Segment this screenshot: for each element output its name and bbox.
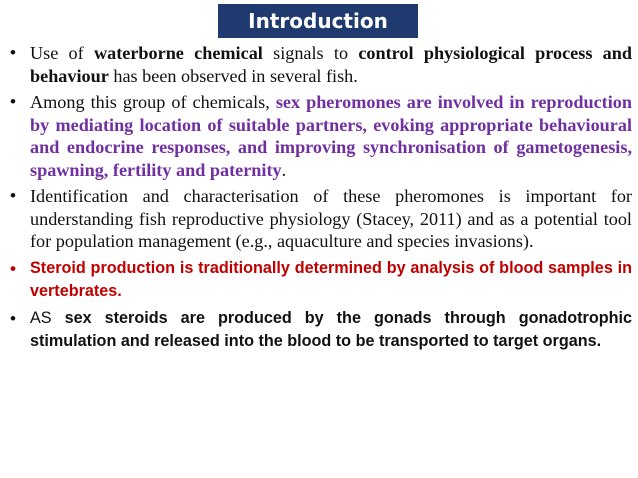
bold-run: control physiological process and behaviour (30, 43, 633, 86)
bold-run: waterborne chemical (93, 43, 263, 63)
bullet-dot-icon: • (10, 92, 16, 111)
text-run: Use of (30, 43, 94, 63)
bullet-dot-icon: • (10, 186, 16, 205)
text-run: signals to (262, 43, 359, 63)
bullet-item-4 (6, 257, 632, 303)
bold-run: sex steroids are produced by the gonads through gonadotrophic stimulation and released into the blood to be transported to target organs. (30, 308, 632, 350)
bullet-item-2 (6, 91, 632, 181)
text-run: . (281, 159, 287, 180)
bullet-dot-icon: • (10, 43, 16, 62)
text-run: Among this group of chemicals, (30, 92, 276, 112)
bullet-dot-icon: • (10, 308, 16, 328)
bullet-dot-icon: • (10, 258, 16, 278)
slide-title: Introduction (218, 4, 418, 38)
text-run: AS (30, 308, 65, 327)
bullet-item-3 (6, 185, 632, 253)
highlight-run: Steroid production is traditionally determined by analysis of blood samples in vertebrates. (30, 258, 632, 300)
bullet-list (6, 42, 632, 357)
text-run: Identification and characterisation of these pheromones is important for understanding fish reproductive physiology (Stacey, 2011) and as a potential tool for population management (e.g., aquaculture and species invasions). (30, 186, 632, 251)
highlight-run: sex pheromones are involved in reproduction by mediating location of suitable partners, evoking appropriate behavioural and endocrine responses, and improving synchronisation of gametogenesis, spawning, fertility and paternity (30, 92, 632, 180)
bullet-item-1 (6, 42, 632, 87)
bullet-item-5 (6, 307, 632, 353)
text-run: has been observed in several fish. (108, 65, 358, 86)
